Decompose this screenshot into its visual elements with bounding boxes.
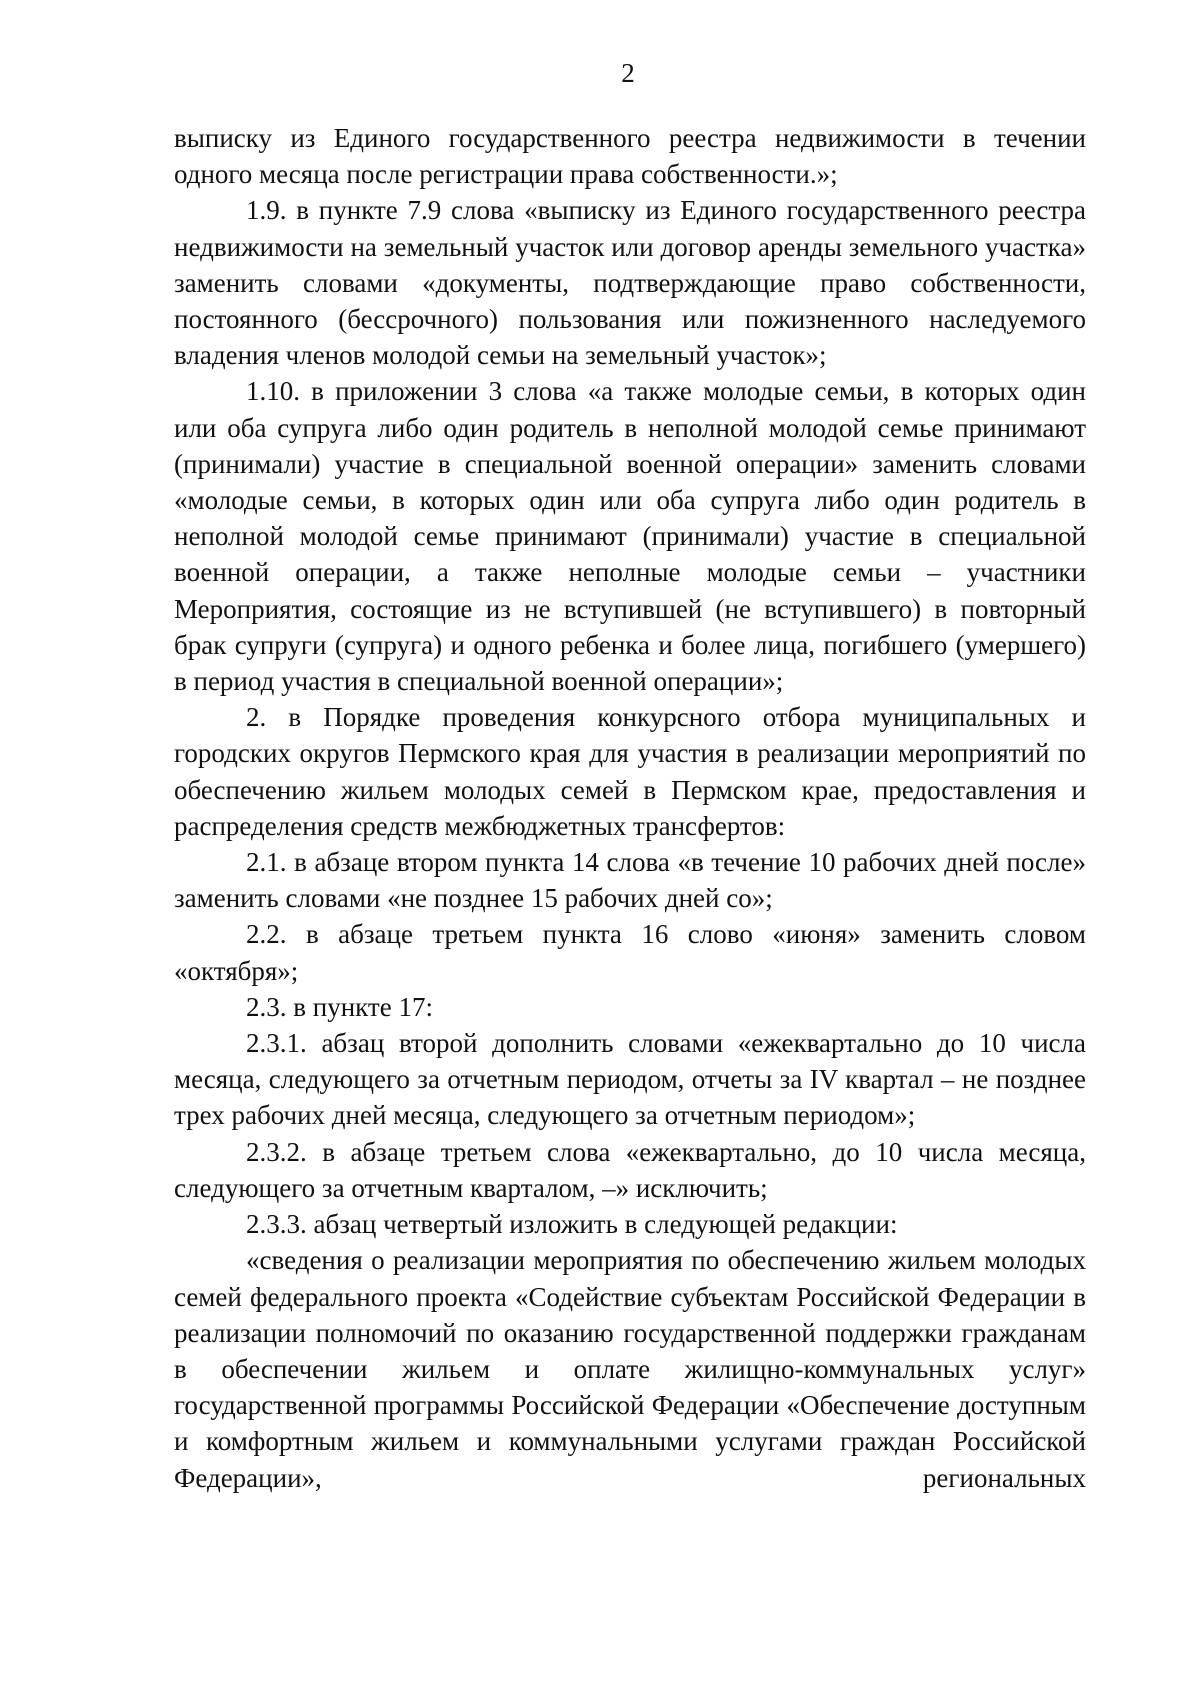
paragraph-2-3-1: 2.3.1. абзац второй дополнить словами «ежеквартально до 10 числа месяца, следующего за отчетным периодом, отчеты за IV квартал – не позднее трех рабочих дней месяца, следующего за отчетным периодом»; <box>174 1028 1086 1131</box>
paragraph-2-3: 2.3. в пункте 17: <box>246 991 433 1022</box>
document-body <box>174 120 1086 1496</box>
paragraph-quote: «сведения о реализации мероприятия по обеспечению жильем молодых семей федерального проекта «Содействие субъектам Российской Федерации в реализации полномочий по оказанию государственной поддержки гражданам в обеспечении жильем и оплате жилищно-коммунальных услуг» государственной программы Российской Федерации «Обеспечение доступным и комфортным жильем и коммунальными услугами граждан Российской Федерации», региональных <box>174 1245 1086 1493</box>
page-number: 2 <box>621 58 635 88</box>
paragraph-continuation: выписку из Единого государственного реестра недвижимости в течении одного месяца после регистрации права собственности.»; <box>174 123 1086 190</box>
paragraph-1-9: 1.9. в пункте 7.9 слова «выписку из Единого государственного реестра недвижимости на земельный участок или договор аренды земельного участка» заменить словами «документы, подтверждающие право собственности, постоянного (бессрочного) пользования или пожизненного наследуемого владения членов молодой семьи на земельный участок»; <box>174 195 1086 371</box>
paragraph-2: 2. в Порядке проведения конкурсного отбора муниципальных и городских округов Пермского края для участия в реализации мероприятий по обеспечению жильем молодых семей в Пермском крае, предоставления и распределения средств межбюджетных трансфертов: <box>174 702 1086 841</box>
paragraph-1-10: 1.10. в приложении 3 слова «а также молодые семьи, в которых один или оба супруга либо один родитель в неполной молодой семье принимают (принимали) участие в специальной военной операции» заменить словами «молодые семьи, в которых один или оба супруга либо один родитель в неполной молодой семье принимают (принимали) участие в специальной военной операции, а также неполные молодые семьи – участники Мероприятия, состоящие из не вступившей (не вступившего) в повторный брак супруги (супруга) и одного ребенка и более лица, погибшего (умершего) в период участия в специальной военной операции»; <box>174 376 1086 697</box>
paragraph-2-2: 2.2. в абзаце третьем пункта 16 слово «июня» заменить словом «октября»; <box>174 919 1086 986</box>
paragraph-2-1: 2.1. в абзаце втором пункта 14 слова «в течение 10 рабочих дней после» заменить словами «не позднее 15 рабочих дней со»; <box>174 847 1086 914</box>
paragraph-2-3-2: 2.3.2. в абзаце третьем слова «ежеквартально, до 10 числа месяца, следующего за отчетным кварталом, –» исключить; <box>174 1136 1086 1203</box>
paragraph-2-3-3: 2.3.3. абзац четвертый изложить в следующей редакции: <box>246 1209 898 1240</box>
